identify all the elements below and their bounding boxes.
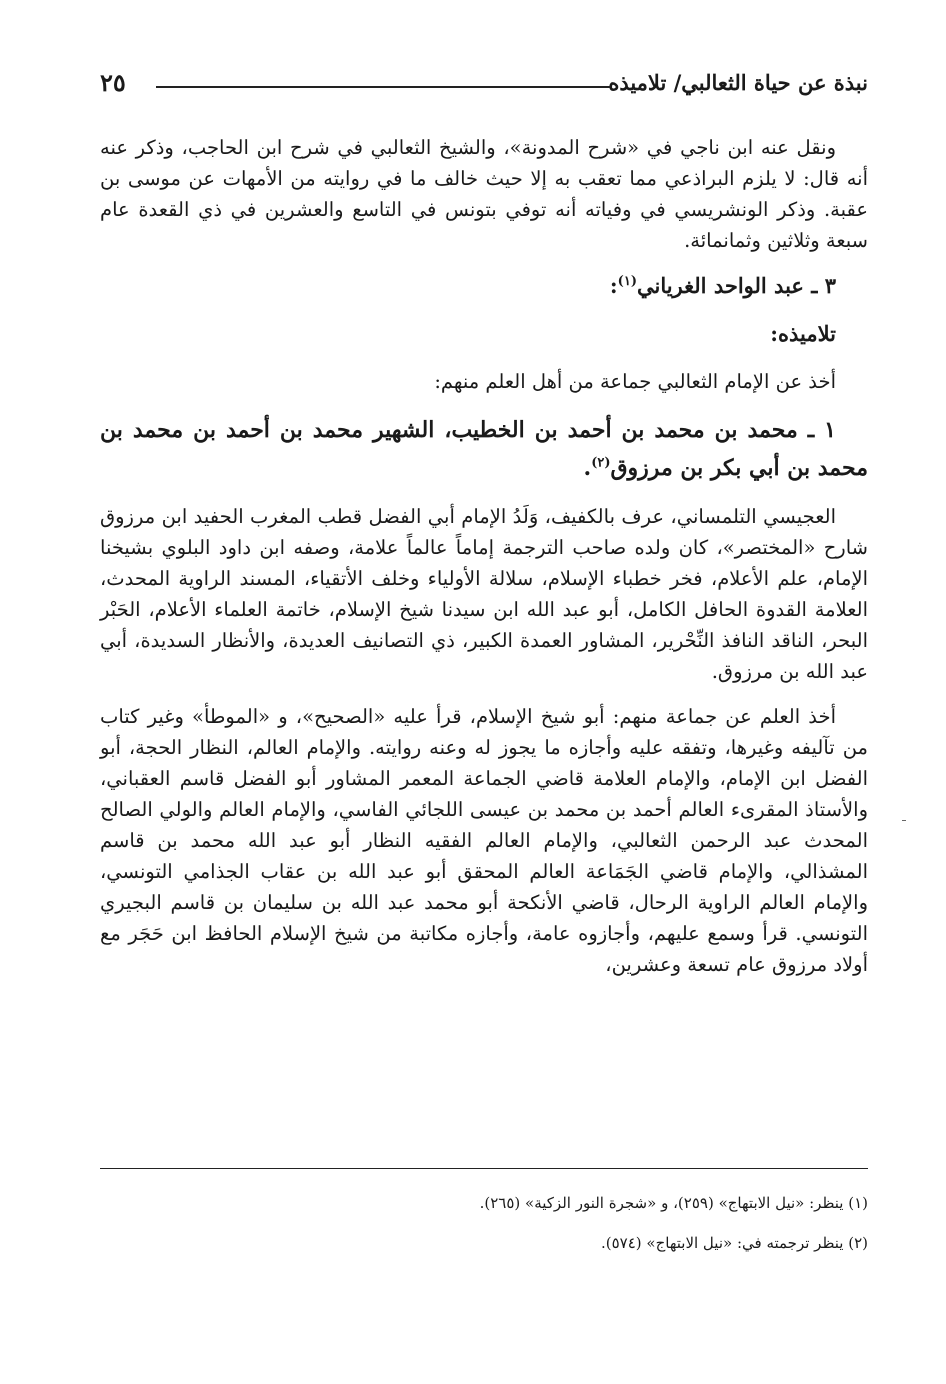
main-text — [100, 132, 868, 994]
heading-tail: : — [609, 273, 618, 298]
section-heading-ghiryani — [100, 270, 868, 302]
margin-mark — [902, 820, 906, 821]
page-number: ٢٥ — [100, 68, 126, 97]
student-name: ١ ـ محمد بن محمد بن أحمد بن الخطيب، الشهير محمد بن أحمد بن محمد بن محمد بن أبي بكر بن مرزوق — [100, 417, 868, 481]
student-heading-ibn-marzuq — [100, 411, 868, 487]
header-rule — [156, 86, 610, 88]
paragraph-2: أخذ عن الإمام الثعالبي جماعة من أهل العلم منهم: — [434, 370, 836, 393]
footnote-1: (١) ينظر: «نيل الابتهاج» (٢٥٩)، و «شجرة النور الزكية» (٢٦٥). — [479, 1194, 868, 1212]
paragraph-4: أخذ العلم عن جماعة منهم: أبو شيخ الإسلام، قرأ عليه «الصحيح»، و «الموطأ» وغير كتاب من تآليفه وغيرها، وتفقه عليه وأجازه ما يجوز له وعنه روايته. والإمام العالم، النظار الحجة، أبو الفضل ابن الإمام، والإمام العلامة قاضي الجماعة المعمر المشاور أبو الفضل قاسم العقباني، والأستاذ المقرىء العالم أحمد بن محمد بن عيسى اللجائي الفاسي، والإمام العالم والولي الصالح المحدث عبد الرحمن الثعالبي، والإمام العالم الفقيه النظار أبو عبد الله محمد بن قاسم المشذالي، والإمام قاضي الجَمَاعة العالم المحقق أبو عبد الله بن عقاب الجذامي التونسي، والإمام العالم الراوية الرحال، قاضي الأنكحة أبو محمد عبد الله بن سليمان بن قاسم البجيري التونسي. قرأ وسمع عليهم، وأجازوه عامة، وأجازه مكاتبة من شيخ الإسلام الحافظ ابن حَجَر مع أولاد مرزوق عام تسعة وعشرين، — [100, 705, 868, 976]
footnote-ref-2[interactable]: (٢) — [591, 455, 611, 471]
footnote-rule — [100, 1168, 868, 1169]
running-title: نبذة عن حياة الثعالبي/ تلاميذه — [608, 70, 868, 95]
footnote-2: (٢) ينظر ترجمته في: «نيل الابتهاج» (٥٧٤). — [600, 1234, 868, 1252]
footnotes — [100, 1192, 868, 1272]
paragraph-1: ونقل عنه ابن ناجي في «شرح المدونة»، والشيخ الثعالبي في شرح ابن الحاجب، وذكر عنه أنه قال: لا يلزم البراذعي مما تعقب به إلا حيث خالف ما في روايته من الأمهات عن موسى بن عقبة. وذكر الونشريسي في وفياته أنه توفي بتونس في التاسع والعشرين في ذي القعدة عام سبعة وثلاثين وثمانمائة. — [100, 136, 868, 252]
paragraph-3: العجيسي التلمساني، عرف بالكفيف، وَلَدُ الإمام أبي الفضل قطب المغرب الحفيد ابن مرزوق شارح «المختصر»، كان ولده صاحب الترجمة إماماً عالماً علامة، وصفه ابن داود البلوي بشيخنا الإمام، علم الأعلام، فخر خطباء الإسلام، سلالة الأولياء وخلف الأتقياء، المسند الراوية المحدث، العلامة القدوة الحافل الكامل، أبو عبد الله ابن سيدنا شيخ الإسلام، خاتمة العلماء الأعلام، الحَبْر البحر، الناقد النافذ النِّحْرير، المشاور العمدة الكبير، ذي التصانيف العديدة، والأنظار السديدة، أبي عبد الله بن مرزوق. — [100, 505, 868, 683]
section-heading-students: تلاميذه: — [770, 321, 836, 346]
student-heading-tail: . — [583, 455, 592, 481]
heading-text: ٣ ـ عبد الواحد الغرياني — [636, 273, 836, 298]
page-header — [100, 64, 868, 104]
footnote-ref-1[interactable]: (١) — [617, 274, 637, 289]
